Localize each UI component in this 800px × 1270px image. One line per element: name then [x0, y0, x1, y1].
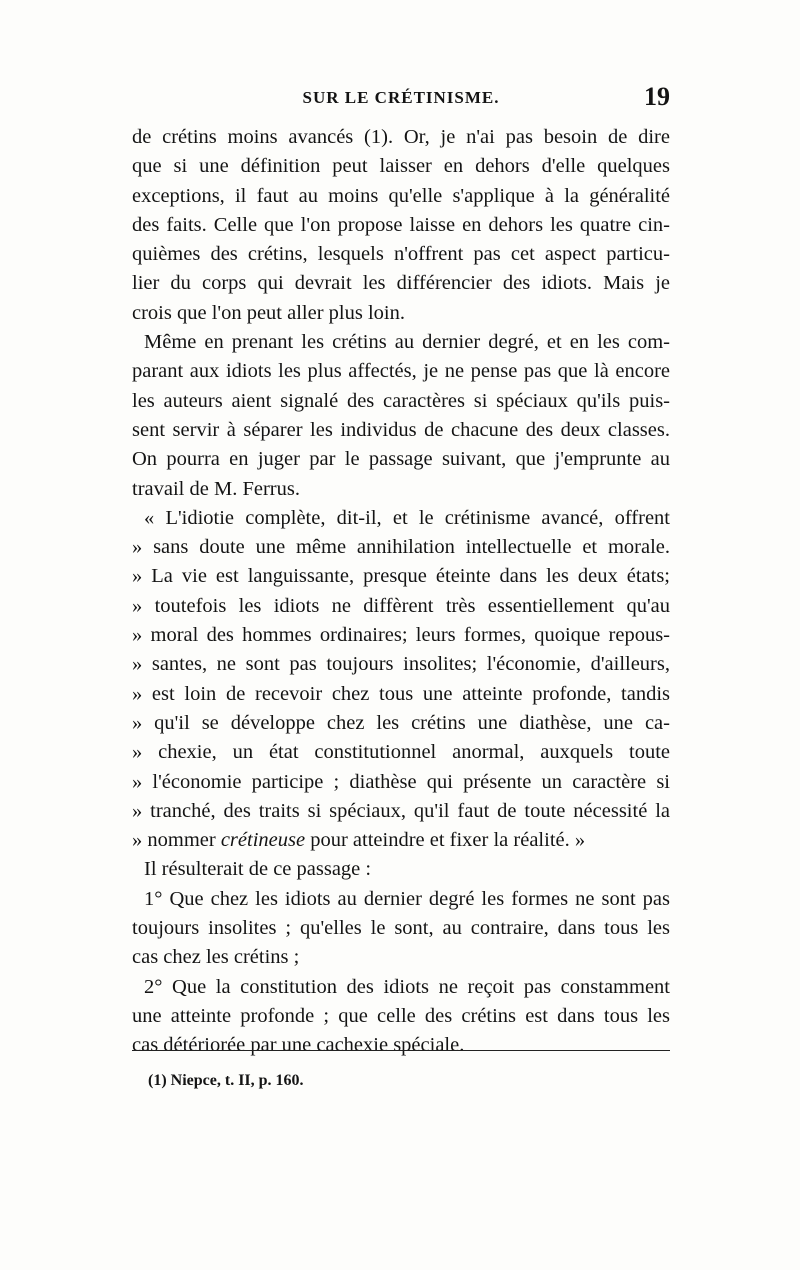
text-line: cas chez les crétins ;	[132, 946, 300, 969]
text-line: que si une définition peut laisser en dehors d'elle quelques	[132, 155, 670, 178]
quote-line: » toutefois les idiots ne diffèrent très essentiellement qu'au	[132, 594, 670, 617]
running-title: SUR LE CRÉTINISME.	[302, 88, 500, 107]
text-line: toujours insolites ; qu'elles le sont, au contraire, dans tous les	[132, 917, 670, 940]
quote-line: « L'idiotie complète, dit-il, et le crétinisme avancé, offrent	[144, 506, 670, 529]
page-header	[132, 82, 670, 118]
quote-line: » sans doute une même annihilation intellectuelle et morale.	[132, 536, 670, 559]
quote-line: » La vie est languissante, presque éteinte dans les deux états;	[132, 565, 670, 588]
quote-line: » santes, ne sont pas toujours insolites; l'économie, d'ailleurs,	[132, 653, 670, 676]
text-line: 2° Que la constitution des idiots ne reçoit pas constamment	[144, 975, 670, 998]
text-line: parant aux idiots les plus affectés, je ne pense pas que là encore	[132, 360, 670, 383]
text-line: exceptions, il faut au moins qu'elle s'applique à la généralité	[132, 184, 670, 207]
text-line: des faits. Celle que l'on propose laisse en dehors les quatre cin-	[132, 213, 670, 236]
quote-line: » moral des hommes ordinaires; leurs formes, quoique repous-	[132, 624, 670, 647]
quote-line-italic-term: » nommer crétineuse pour atteindre et fixer la réalité. »	[132, 829, 586, 852]
quote-line: » qu'il se développe chez les crétins une diathèse, une ca-	[132, 711, 670, 734]
text-line: crois que l'on peut aller plus loin.	[132, 301, 405, 324]
text-line: sent servir à séparer les individus de chacune des deux classes.	[132, 418, 670, 441]
quote-line: » tranché, des traits si spéciaux, qu'il faut de toute nécessité la	[132, 799, 670, 822]
text-line: les auteurs aient signalé des caractères si spéciaux qu'ils puis-	[132, 389, 670, 412]
text-line: lier du corps qui devrait les différencier des idiots. Mais je	[132, 272, 670, 295]
footnote: (1) Niepce, t. II, p. 160.	[148, 1072, 304, 1089]
text-line: 1° Que chez les idiots au dernier degré les formes ne sont pas	[144, 887, 670, 910]
text-line: Il résulterait de ce passage :	[144, 858, 372, 881]
text-line: travail de M. Ferrus.	[132, 477, 300, 500]
text-line: une atteinte profonde ; que celle des crétins est dans tous les	[132, 1004, 670, 1027]
quote-line: » l'économie participe ; diathèse qui présente un caractère si	[132, 770, 670, 793]
text-line: quièmes des crétins, lesquels n'offrent pas cet aspect particu-	[132, 243, 670, 266]
body-text	[132, 123, 670, 1061]
text-line: cas détériorée par une cachexie spéciale.	[132, 1034, 465, 1057]
footnote-rule	[132, 1050, 670, 1051]
text-line: Même en prenant les crétins au dernier degré, et en les com-	[144, 331, 670, 354]
text-line: de crétins moins avancés (1). Or, je n'ai pas besoin de dire	[132, 126, 670, 148]
quote-line: » est loin de recevoir chez tous une atteinte profonde, tandis	[132, 682, 670, 705]
quote-line: » chexie, un état constitutionnel anormal, auxquels toute	[132, 741, 670, 764]
page-number: 19	[644, 82, 670, 111]
text-line: On pourra en juger par le passage suivant, que j'emprunte au	[132, 448, 670, 471]
